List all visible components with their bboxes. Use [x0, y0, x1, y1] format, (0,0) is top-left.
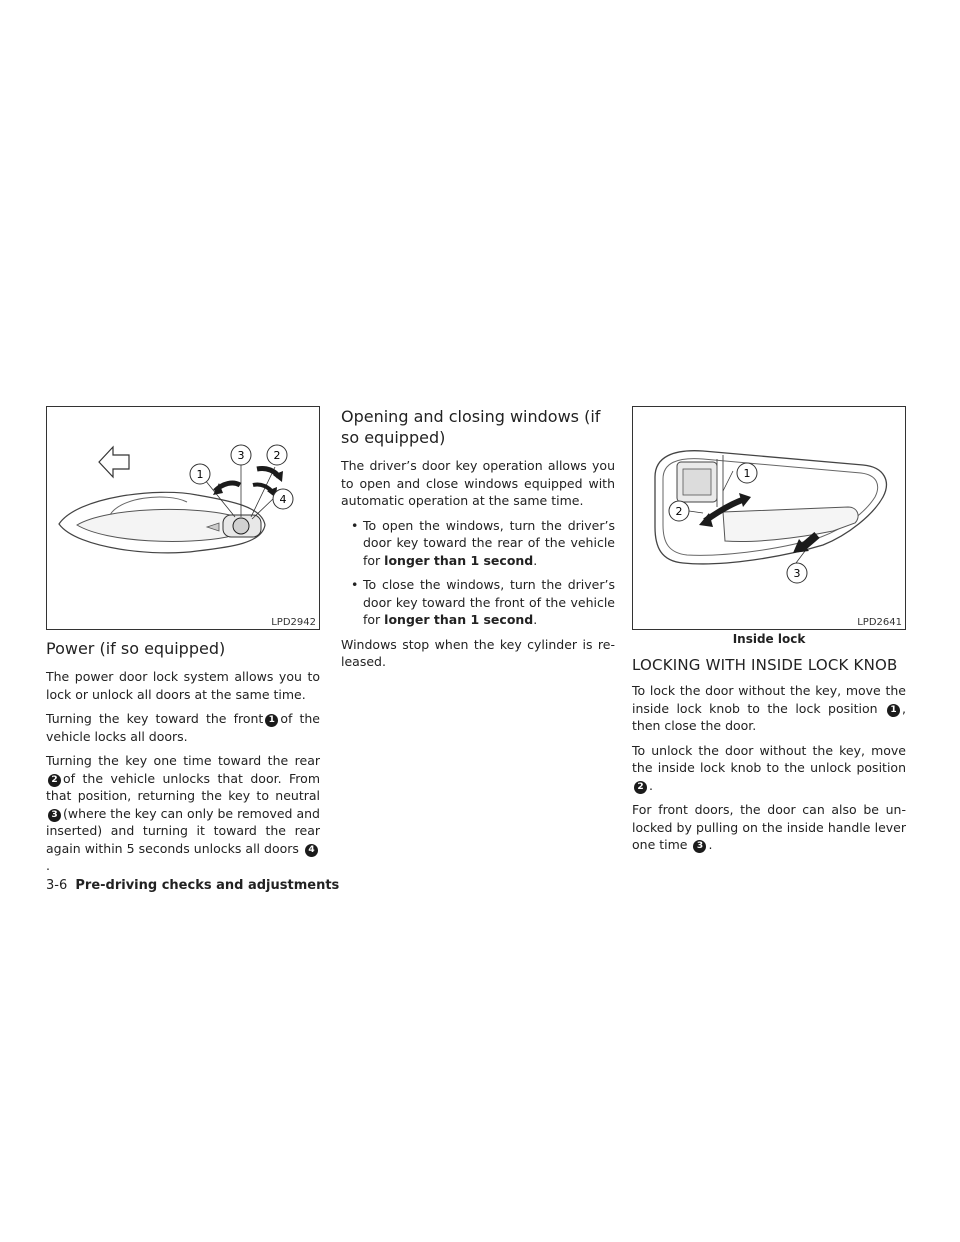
key-cylinder-icon	[233, 518, 249, 534]
figure-caption: Inside lock	[732, 632, 806, 646]
svg-text:4: 4	[279, 493, 287, 506]
label-circle-4	[273, 489, 293, 509]
svg-text:1: 1	[196, 468, 204, 481]
column-power-locks	[46, 406, 320, 882]
svg-text:2: 2	[675, 505, 683, 518]
door-handle-illustration	[47, 407, 319, 629]
svg-text:3: 3	[237, 449, 245, 462]
callout-number-icon: 1	[265, 714, 278, 727]
paragraph: The driver’s door key operation allows you to open and close windows equipped with automatic operation at the same time.	[341, 458, 615, 508]
column-windows	[341, 406, 615, 678]
section-heading: LOCKING WITH INSIDE LOCK KNOB	[632, 656, 898, 674]
callout-number-icon: 4	[305, 844, 318, 857]
chapter-title: Pre-driving checks and adjustments	[75, 878, 340, 893]
paragraph: Turning the key one time toward the rear 2 of the vehicle unlocks that door. From that position, returning the key to neutral 3 (where the key can only be removed and inserted) and turning it toward the rear again within 5 seconds unlocks all doors 4.	[46, 753, 320, 873]
label-circle-3	[787, 563, 807, 583]
label-circle-3	[231, 445, 251, 465]
paragraph: Turning the key toward the front 1 of the vehicle locks all doors.	[46, 711, 320, 744]
paragraph: To lock the door without the key, move the inside lock knob to the lock position 1 , then close the door.	[632, 683, 906, 733]
figure-code: LPD2942	[271, 617, 316, 628]
callout-number-icon: 1	[887, 704, 900, 717]
paragraph: For front doors, the door can also be un-locked by pulling on the inside handle lever one time 3 .	[632, 802, 906, 852]
svg-text:3: 3	[793, 567, 801, 580]
page-number: 3-6	[46, 878, 68, 893]
lock-knob-icon	[683, 469, 711, 495]
label-circle-2	[267, 445, 287, 465]
list-item: • To open the windows, turn the driver’s door key toward the rear of the vehicle for longer than 1 second.	[341, 517, 615, 570]
label-circle-1	[190, 464, 210, 484]
front-arrow-icon	[99, 447, 129, 477]
inside-lock-illustration	[633, 407, 905, 629]
callout-number-icon: 3	[693, 840, 706, 853]
page-footer	[46, 878, 339, 893]
callout-number-icon: 2	[48, 774, 61, 787]
callout-number-icon: 3	[48, 809, 61, 822]
section-heading: Power (if so equipped)	[46, 639, 226, 658]
label-circle-1	[737, 463, 757, 483]
column-inside-lock	[632, 406, 906, 861]
door-handle-key-figure	[46, 406, 320, 630]
figure-code: LPD2641	[857, 617, 902, 628]
callout-number-icon: 2	[634, 781, 647, 794]
svg-text:2: 2	[273, 449, 281, 462]
list-item: • To close the windows, turn the driver’s door key toward the front of the vehicle for longer than 1 second.	[341, 576, 615, 629]
label-circle-2	[669, 501, 689, 521]
paragraph: The power door lock system allows you to lock or unlock all doors at the same time.	[46, 669, 320, 702]
inside-lock-figure	[632, 406, 906, 630]
section-heading: Opening and closing windows (if so equipped)	[341, 407, 601, 447]
svg-text:1: 1	[743, 467, 751, 480]
bullet-list	[341, 517, 615, 629]
paragraph: Windows stop when the key cylinder is re-leased.	[341, 636, 615, 669]
paragraph: To unlock the door without the key, move the inside lock knob to the unlock position 2 .	[632, 742, 906, 793]
